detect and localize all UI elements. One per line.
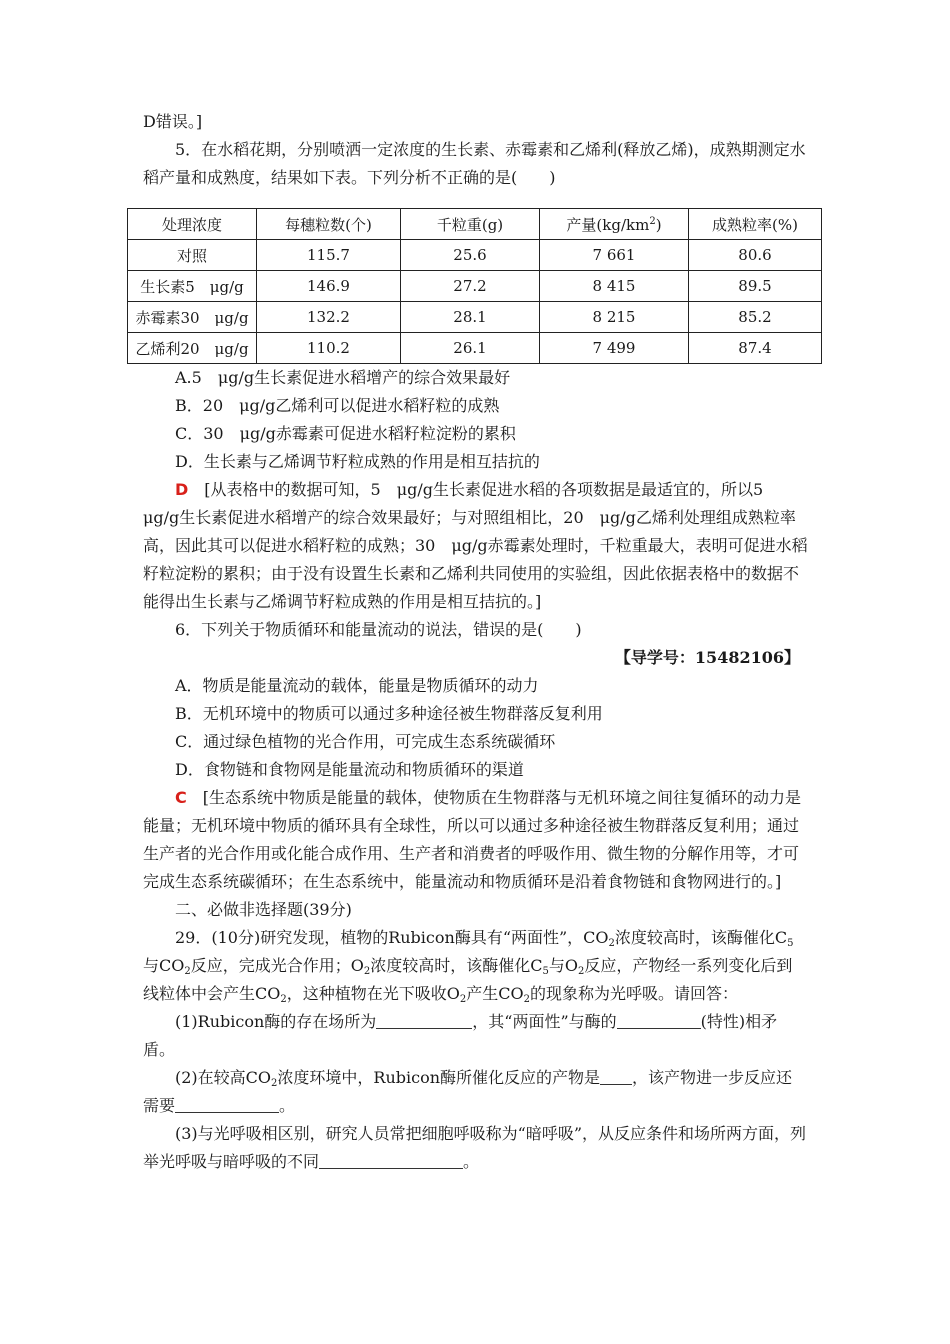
table-cell: 8 215 bbox=[540, 302, 689, 333]
question-6-stem: 6．下列关于物质循环和能量流动的说法，错误的是( ) bbox=[175, 620, 582, 639]
q5-option-d: D．生长素与乙烯调节籽粒成熟的作用是相互拮抗的 bbox=[175, 452, 540, 471]
table-header-cell: 产量$(kg/km^2)$ bbox=[540, 209, 689, 240]
table-cell: 89.5 bbox=[689, 271, 822, 302]
question-29-part-2: (2)在较高$CO_2$浓度环境中，Rubicon酶所催化反应的产物是 ，该产物进一步反应还需要 。 bbox=[143, 1068, 793, 1115]
q6-option-b: B．无机环境中的物质可以通过多种途径被生物群落反复利用 bbox=[175, 704, 603, 723]
table-cell: 7 661 bbox=[540, 240, 689, 271]
data-table bbox=[127, 208, 822, 364]
answer-blank[interactable] bbox=[175, 1094, 279, 1113]
table-cell: 146.9 bbox=[257, 271, 401, 302]
table-row bbox=[128, 271, 822, 302]
table-cell: 87.4 bbox=[689, 333, 822, 364]
table-cell: 25.6 bbox=[401, 240, 540, 271]
table-cell: 115.7 bbox=[257, 240, 401, 271]
table-cell: 乙烯利20 μg/g bbox=[128, 333, 257, 364]
q6-option-d: D．食物链和食物网是能量流动和物质循环的渠道 bbox=[175, 760, 524, 779]
document-page bbox=[135, 108, 808, 1176]
question-29-part-1: (1)Rubicon酶的存在场所为 ，其“两面性”与酶的 (特性)相矛盾。 bbox=[143, 1012, 778, 1059]
table-header-cell: 成熟粒率(%) bbox=[689, 209, 822, 240]
q6-explanation: C [生态系统中物质是能量的载体，使物质在生物群落与无机环境之间往复循环的动力是能量；无机环境中物质的循环具有全球性，所以可以通过多种途径被生物群落反复利用；通过生产者的光合作用或化能合成作用、生产者和消费者的呼吸作用、微生物的分解作用等，才可完成生态系统碳循环；在生态系统中，能量流动和物质循环是沿着食物链和食物网进行的。] bbox=[143, 788, 802, 891]
q6-option-a: A．物质是能量流动的载体，能量是物质循环的动力 bbox=[175, 676, 539, 695]
study-reference-number: 【导学号：15482106】 bbox=[614, 648, 800, 667]
table-cell: 8 415 bbox=[540, 271, 689, 302]
table-cell: 85.2 bbox=[689, 302, 822, 333]
table-cell: 28.1 bbox=[401, 302, 540, 333]
table-cell: 7 499 bbox=[540, 333, 689, 364]
table-cell: 110.2 bbox=[257, 333, 401, 364]
table-cell: 80.6 bbox=[689, 240, 822, 271]
question-29-part-3: (3)与光呼吸相区别，研究人员常把细胞呼吸称为“暗呼吸”，从反应条件和场所两方面，列举光呼吸与暗呼吸的不同 。 bbox=[143, 1124, 807, 1171]
q5-answer-letter: D bbox=[175, 480, 189, 499]
table-header-cell: 每穗粒数(个) bbox=[257, 209, 401, 240]
q5-option-a: A.5 μg/g生长素促进水稻增产的综合效果最好 bbox=[175, 368, 511, 387]
table-header-row bbox=[128, 209, 822, 240]
table-cell: 27.2 bbox=[401, 271, 540, 302]
question-5-stem: 5．在水稻花期，分别喷洒一定浓度的生长素、赤霉素和乙烯利(释放乙烯)，成熟期测定水稻产量和成熟度，结果如下表。下列分析不正确的是( ) bbox=[143, 140, 806, 187]
table-cell: 生长素5 μg/g bbox=[128, 271, 257, 302]
table-cell: 132.2 bbox=[257, 302, 401, 333]
table-header-cell: 处理浓度 bbox=[128, 209, 257, 240]
table-row bbox=[128, 302, 822, 333]
table-row bbox=[128, 240, 822, 271]
table-row bbox=[128, 333, 822, 364]
table-header-cell: 千粒重(g) bbox=[401, 209, 540, 240]
q5-explanation: D [从表格中的数据可知，5 μg/g生长素促进水稻的各项数据是最适宜的，所以5 μg/g生长素促进水稻增产的综合效果最好；与对照组相比，20 μg/g乙烯利处理组成熟粒率高，因此其可以促进水稻籽粒的成熟；30 μg/g赤霉素处理时，千粒重最大，表明可促进水稻籽粒淀粉的累积；由于没有设置生长素和乙烯利共同使用的实验组，因此依据表格中的数据不能得出生长素与乙烯调节籽粒成熟的作用是相互拮抗的。] bbox=[143, 480, 808, 611]
q5-option-b: B．20 μg/g乙烯利可以促进水稻籽粒的成熟 bbox=[175, 396, 500, 415]
answer-blank[interactable] bbox=[376, 1010, 472, 1029]
answer-blank[interactable] bbox=[600, 1066, 632, 1085]
q6-answer-letter: C bbox=[175, 788, 187, 807]
q6-option-c: C．通过绿色植物的光合作用，可完成生态系统碳循环 bbox=[175, 732, 556, 751]
previous-answer-tail: D错误。] bbox=[143, 112, 203, 131]
table-cell: 赤霉素30 μg/g bbox=[128, 302, 257, 333]
answer-blank[interactable] bbox=[617, 1010, 701, 1029]
question-29-stem: 29．(10分)研究发现，植物的Rubicon酶具有“两面性”，$CO_2$浓度较高时，该酶催化$C_5$与$CO_2$反应，完成光合作用；$O_2$浓度较高时，该酶催化$C_5$与$O_2$反应，产物经一系列变化后到线粒体中会产生$CO_2$，这种植物在光下吸收$O_2$产生$CO_2$的现象称为光呼吸。请回答： bbox=[143, 928, 794, 1005]
section-heading: 二、必做非选择题(39分) bbox=[175, 900, 352, 919]
q5-option-c: C．30 μg/g赤霉素可促进水稻籽粒淀粉的累积 bbox=[175, 424, 516, 443]
answer-blank[interactable] bbox=[319, 1150, 463, 1169]
table-cell: 26.1 bbox=[401, 333, 540, 364]
table-cell: 对照 bbox=[128, 240, 257, 271]
